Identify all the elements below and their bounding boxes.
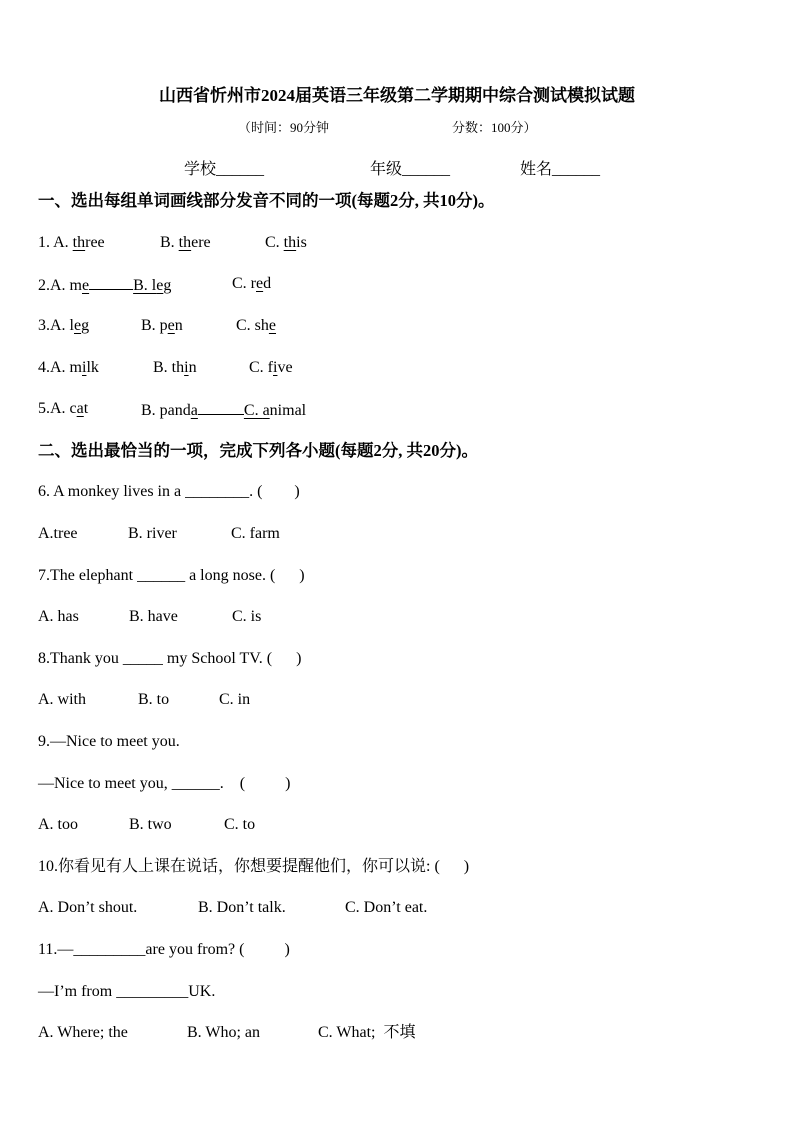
school-label: 学校 [184,161,217,178]
page-title: 山西省忻州市2024届英语三年级第二学期期中综合测试模拟试题 [159,86,635,105]
grade-field [370,160,450,180]
q3-option-b: B. pen [141,317,183,334]
question-3: 3.A. leg [38,317,90,334]
q5-gap-line [198,399,244,415]
grade-label: 年级 [370,161,403,178]
q10-option-b: B. Don’t talk. [198,899,286,916]
question-1: 1. A. three [38,234,105,251]
q9-option-c: C. to [224,816,256,833]
school-field [184,160,264,180]
question-7-stem: 7.The elephant ______ a long nose. ( ) [38,567,305,584]
q7-option-c: C. is [232,608,262,625]
question-11-line1: 11.—_________are you from? ( ) [38,941,290,958]
school-blank: ______ [216,161,265,178]
q1-option-c: C. this [265,234,307,251]
question-5: 5.A. cat [38,400,89,417]
q8-option-c: C. in [219,691,251,708]
q10-option-c: C. Don’t eat. [345,899,428,916]
q4-option-b: B. thin [153,359,197,376]
q7-option-b: B. have [129,608,178,625]
section2-heading: 二、选出最恰当的一项，完成下列各小题(每题2分, 共20分)。 [38,441,478,460]
q11-option-c: C. What; 不填 [318,1024,416,1041]
q11-option-b: B. Who; an [187,1024,261,1041]
name-label: 姓名 [520,161,553,178]
section1-heading: 一、选出每组单词画线部分发音不同的一项(每题2分, 共10分)。 [38,191,495,210]
question-11-line2: —I’m from _________UK. [38,983,216,1000]
question-6-stem: 6. A monkey lives in a ________. ( ) [38,483,300,500]
q9-option-b: B. two [129,816,172,833]
question-8-stem: 8.Thank you _____ my School TV. ( ) [38,650,302,667]
q5-option-b: B. panda C. animal [141,399,306,421]
q4-option-c: C. five [249,359,293,376]
q1-option-b: B. there [160,234,211,251]
q2-option-c: C. red [232,275,272,292]
name-blank: ______ [552,161,601,178]
question-2: 2.A. me B. leg [38,274,171,296]
score-label: 分数：100分） [452,120,537,135]
grade-blank: ______ [402,161,451,178]
q6-option-a: A.tree [38,525,78,542]
q8-option-a: A. with [38,691,86,708]
q9-option-a: A. too [38,816,78,833]
q10-option-a: A. Don’t shout. [38,899,138,916]
q3-option-c: C. she [236,317,277,334]
q11-option-a: A. Where; the [38,1024,128,1041]
q7-option-a: A. has [38,608,79,625]
q2-gap-line [89,274,133,290]
question-9-line2: —Nice to meet you, ______. ( ) [38,775,291,792]
question-10-stem: 10.你看见有人上课在说话，你想要提醒他们，你可以说: ( ) [38,858,470,875]
q6-option-b: B. river [128,525,177,542]
time-label: （时间：90分钟 [238,120,330,135]
question-4: 4.A. milk [38,359,99,376]
question-9-line1: 9.—Nice to meet you. [38,733,180,750]
name-field [520,160,600,180]
q6-option-c: C. farm [231,525,280,542]
q8-option-b: B. to [138,691,170,708]
